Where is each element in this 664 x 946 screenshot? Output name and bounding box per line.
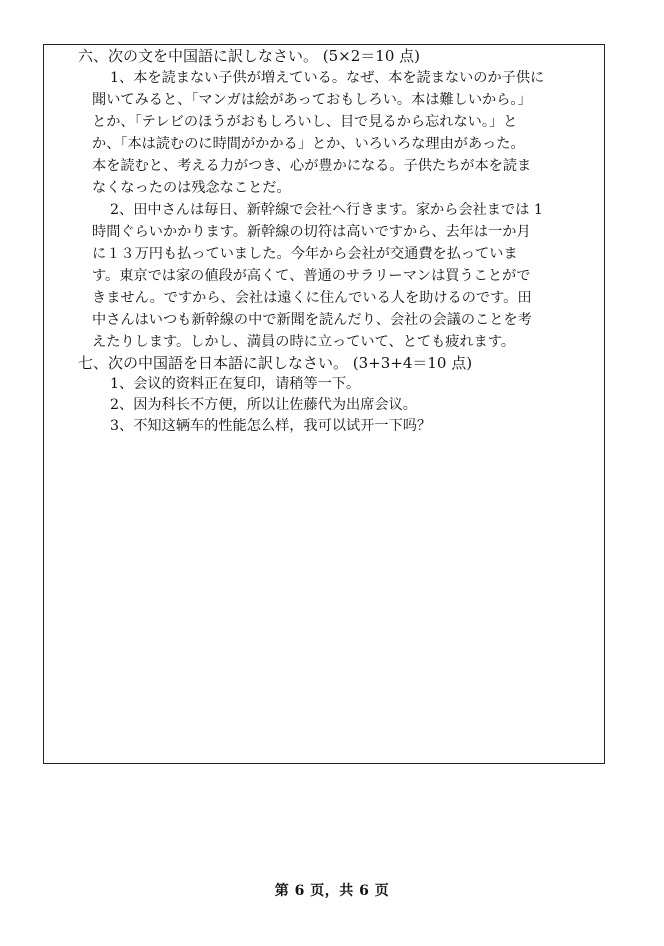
paragraph-line: 中さんはいつも新幹線の中で新聞を読んだり、会社の会議のことを考 (92, 312, 532, 328)
section-6-heading: 六、次の文を中国語に訳しなさい。 (5×2＝10 点) (78, 47, 420, 65)
paragraph-line: 1、本を読まない子供が増えている。なぜ、本を読まないのか子供に (110, 70, 545, 86)
paragraph-line: えたりします。しかし、満員の時に立っていて、とても疲れます。 (92, 334, 516, 350)
paragraph-line: か、「本は読むのに時間がかかる」とか、いろいろな理由があった。 (92, 136, 525, 152)
paragraph-line: に１３万円も払っていました。今年から会社が交通費を払っていま (92, 246, 518, 262)
paragraph-line: 時間ぐらいかかります。新幹線の切符は高いですから、去年は一か月 (92, 224, 531, 240)
exam-content (60, 46, 600, 437)
section-7-item-2: 2、因为科长不方便，所以让佐藤代为出席会议。 (110, 397, 417, 413)
section-6-paragraph-2 (92, 199, 600, 353)
paragraph-line: なくなったのは残念なことだ。 (92, 180, 291, 196)
page-number-footer: 第 6 页，共 6 页 (274, 883, 390, 899)
section-7-heading: 七、次の中国語を日本語に訳しなさい。 (3+3+4＝10 点) (78, 354, 473, 372)
paragraph-line: きません。ですから、会社は遠くに住んでいる人を助けるのです。田 (92, 290, 532, 306)
paragraph-line: 2、田中さんは毎日、新幹線で会社へ行きます。家から会社までは 1 (110, 202, 543, 218)
paragraph-line: 聞いてみると、「マンガは絵があっておもしろい。本は難しいから。」 (92, 92, 532, 108)
section-6-paragraph-1 (92, 67, 600, 199)
paragraph-line: 本を読むと、考える力がつき、心が豊かになる。子供たちが本を読ま (92, 158, 532, 174)
section-7-item-3: 3、不知这辆车的性能怎么样，我可以试开一下吗？ (110, 418, 432, 434)
section-7-item-1: 1、会议的资料正在复印，请稍等一下。 (110, 376, 361, 392)
paragraph-line: す。東京では家の値段が高くて、普通のサラリーマンは買うことがで (92, 268, 531, 284)
paragraph-line: とか、「テレビのほうがおもしろいし、目で見るから忘れない。」と (92, 114, 518, 130)
